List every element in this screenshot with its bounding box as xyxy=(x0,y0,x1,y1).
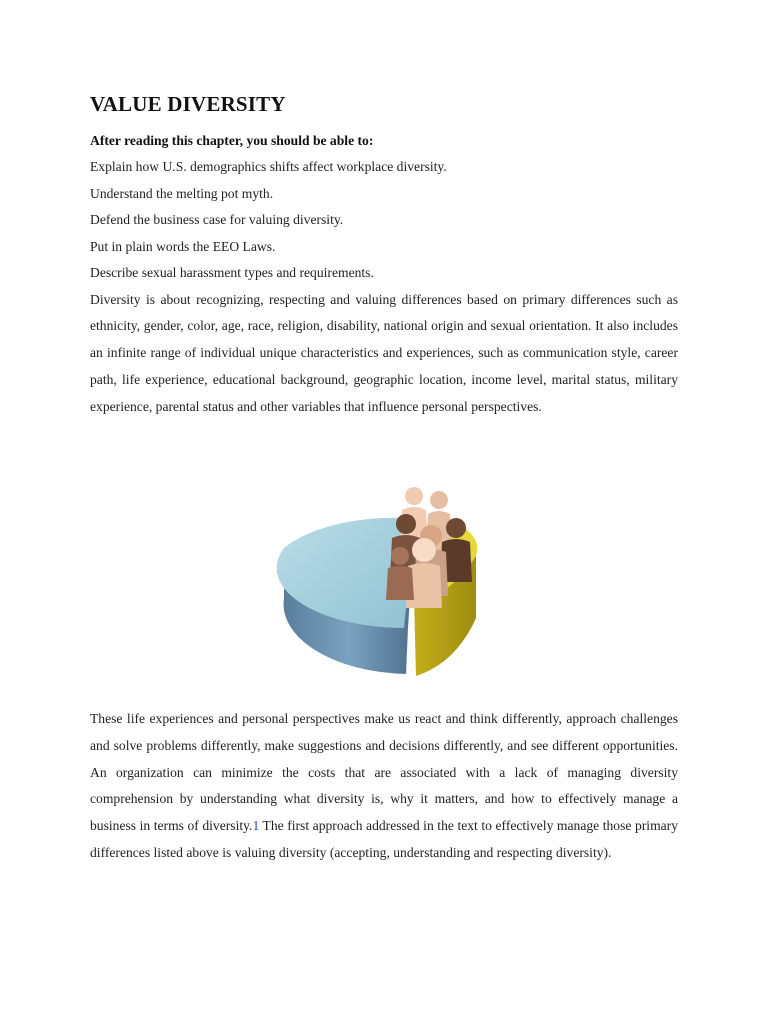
objective-item: Explain how U.S. demographics shifts affect workplace diversity. xyxy=(90,159,447,174)
diversity-definition-paragraph: Diversity is about recognizing, respecting and valuing differences based on primary differences such as ethnicity, gender, color, age, race, religion, disability, national origin and sexual orientation. It also includes an infinite range of individual unique characteristics and experiences, such as communication style, career path, life experience, educational background, geographic location, income level, marital status, military experience, parental status and other variables that influence personal perspectives. xyxy=(90,291,678,414)
footnote-reference-link[interactable]: 1 xyxy=(252,818,260,834)
objective-item: Understand the melting pot myth. xyxy=(90,185,274,201)
paragraph-text-part2: The first approach addressed in the text to effectively manage those primary differences listed above is valuing diversity (accepting, understanding and respecting diversity). xyxy=(90,818,678,860)
paragraph-text-part1: These life experiences and personal perspectives make us react and think differently, approach challenges and solve problems differently, make suggestions and decisions differently, and see different opportunities. An organization can minimize the costs that are associated with a lack of managing diversity comprehension by understanding what diversity is, why it matters, and how to effectively manage a business in terms of diversity. xyxy=(90,711,678,834)
page-title: VALUE DIVERSITY xyxy=(90,92,286,116)
objective-item: Defend the business case for valuing diversity. xyxy=(90,212,344,227)
objective-item: Describe sexual harassment types and requirements. xyxy=(90,265,374,280)
diversity-pie-illustration xyxy=(276,478,486,684)
objectives-heading: After reading this chapter, you should be able to: xyxy=(90,133,374,148)
document-body xyxy=(90,92,678,420)
valuing-diversity-paragraph xyxy=(90,706,678,867)
objective-item: Put in plain words the EEO Laws. xyxy=(90,238,276,254)
pie-people-diversity-icon xyxy=(276,478,486,684)
